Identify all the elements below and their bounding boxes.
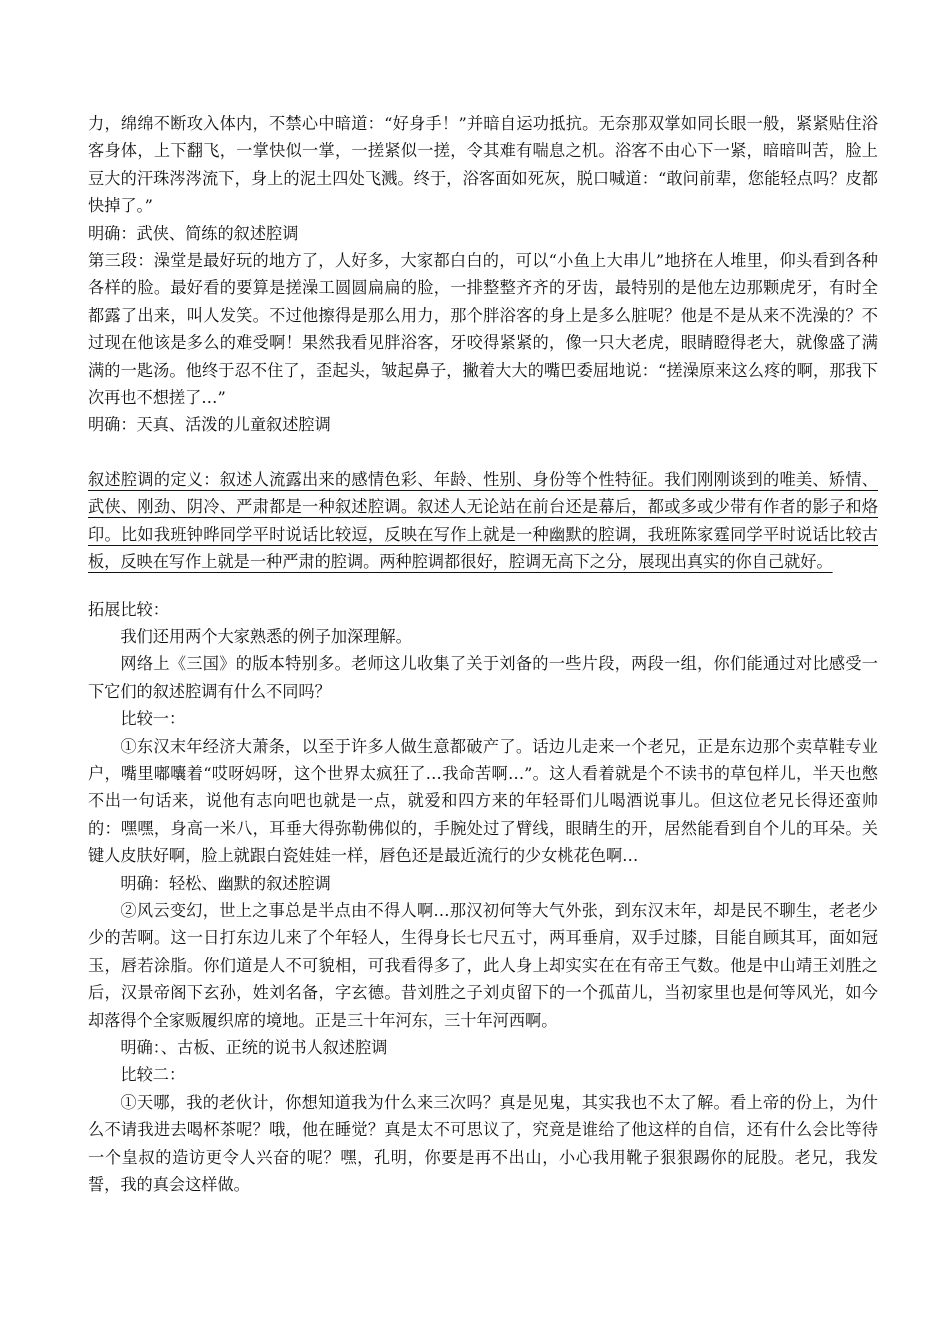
compare-one-answer-two: 明确：、古板、正统的说书人叙述腔调 (120, 1038, 388, 1057)
extension-task: 网络上《三国》的版本特别多。老师这儿收集了关于刘备的一些片段，两段一组，你们能通过对比感受一下它们的叙述腔调有什么不同吗？ (88, 654, 878, 701)
passage-intro: 力，绵绵不断攻入体内，不禁心中暗道：“好身手！”并暗自运功抵抗。无奈那双掌如同长眼一般，紧紧贴住浴客身体，上下翻飞，一掌快似一掌，一搓紧似一搓，令其难有喘息之机。浴客不由心下一紧，暗暗叫苦，脸上豆大的汗珠涔涔流下，身上的泥土四处飞溅。终于，浴客面如死灰，脱口喊道：“敢问前辈，您能轻点吗？皮都快掉了。” (88, 114, 878, 216)
spacer (88, 576, 878, 596)
extension-intro: 我们还用两个大家熟悉的例子加深理解。 (120, 626, 412, 646)
compare-one-answer-one: 明确：轻松、幽默的叙述腔调 (120, 873, 331, 893)
answer-child: 明确：天真、活泼的儿童叙述腔调 (88, 415, 331, 435)
document-page (88, 110, 878, 1198)
paragraph-three: 第三段：澡堂是最好玩的地方了，人好多，大家都白白的，可以“小鱼上大串儿”地挤在人堆里，仰头看到各种各样的脸。最好看的要算是搓澡工圆圆扁扁的脸，一排整整齐齐的牙齿，最特别的是他左边那颗虎牙，有时全都露了出来，叫人发笑。不过他擦得是那么用力，那个胖浴客的身上是多么脏呢？他是不是从来不洗澡的？不过现在他该是多么的难受啊！果然我看见胖浴客，牙咬得紧紧的，像一只大老虎，眼睛瞪得老大，就像盛了满满的一匙汤。他终于忍不住了，歪起头，皱起鼻子，撇着大大的嘴巴委屈地说：“搓澡原来这么疼的啊，那我下次再也不想搓了…” (88, 251, 878, 408)
compare-two-label: 比较二： (120, 1065, 186, 1085)
spacer (88, 439, 878, 466)
compare-one-label: 比较一： (120, 709, 186, 729)
narrative-tone-definition: 叙述腔调的定义：叙述人流露出来的感情色彩、年龄、性别、身份等个性特征。我们刚刚谈到的唯美、矫情、武侠、刚劲、阴冷、严肃都是一种叙述腔调。叙述人无论站在前台还是幕后，都或多或少带有作者的影子和烙印。比如我班钟晔同学平时说话比较逗，反映在写作上就是一种幽默的腔调，我班陈家霆同学平时说话比较古板，反映在写作上就是一种严肃的腔调。两种腔调都很好，腔调无高下之分，展现出真实的你自己就好。 (88, 469, 878, 572)
compare-one-passage-two: ②风云变幻，世上之事总是半点由不得人啊…那汉初何等大气外张，到东汉末年，却是民不聊生，老老少少的苦啊。这一日打东边儿来了个年轻人，生得身长七尺五寸，两耳垂肩，双手过膝，目能自顾其耳，面如冠玉，唇若涂脂。你们道是人不可貌相，可我看得多了，此人身上却实实在在有帝王气数。他是中山靖王刘胜之后，汉景帝阁下玄孙，姓刘名备，字玄德。昔刘胜之子刘贞留下的一个孤苗儿，当初家里也是何等风光，如今却落得个全家贩履织席的境地。正是三十年河东，三十年河西啊。 (88, 900, 878, 1030)
compare-two-passage-one: ①天哪，我的老伙计，你想知道我为什么来三次吗？真是见鬼，其实我也不太了解。看上帝的份上，为什么不请我进去喝杯茶呢？哦，他在睡觉？真是太不可思议了，究竟是谁给了他这样的自信，还有什么会比等待一个皇叔的造访更令人兴奋的呢？嘿，孔明，你要是再不出山，小心我用靴子狠狠踢你的屁股。老兄，我发誓，我的真会这样做。 (88, 1092, 878, 1195)
compare-one-passage-one: ①东汉末年经济大萧条，以至于许多人做生意都破产了。话边儿走来一个老兄，正是东边那个卖草鞋专业户，嘴里嘟囔着“哎呀妈呀，这个世界太疯狂了…我命苦啊…”。这人看着就是个不读书的草包样儿，半天也憋不出一句话来，说他有志向吧也就是一点，就爱和四方来的年轻哥们儿喝酒说事儿。但这位老兄长得还蛮帅的：嘿嘿，身高一米八，耳垂大得弥勒佛似的，手腕处过了臂线，眼睛生的开，居然能看到自个儿的耳朵。关键人皮肤好啊，脸上就跟白瓷娃娃一样，唇色还是最近流行的少女桃花色啊… (88, 736, 878, 866)
answer-wuxia: 明确：武侠、简练的叙述腔调 (88, 223, 299, 243)
extension-heading: 拓展比较： (88, 599, 169, 619)
